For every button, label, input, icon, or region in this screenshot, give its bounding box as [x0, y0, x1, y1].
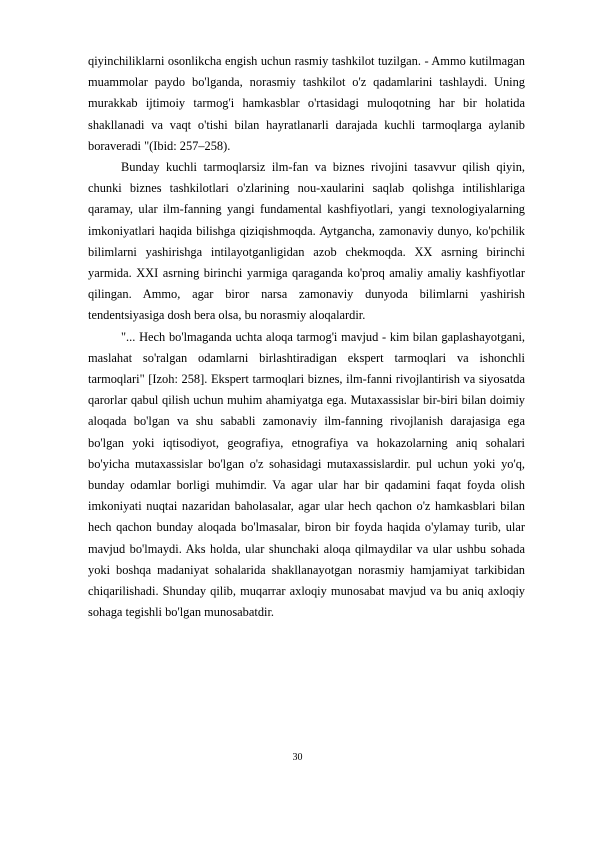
- page-number: 30: [292, 752, 303, 763]
- paragraph-3: "... Hech bo'lmaganda uchta aloqa tarmog'i mavjud - kim bilan gaplashayotgani, maslahat so'ralgan odamlarni birlashtiradigan ekspert tarmoqlari va ishonchli tarmoqlari" [Izoh: 258]. Ekspert tarmoqlari biznes, ilm-fanni rivojlantirish va siyosatda qarorlar qabul qilish uchun muhim ahamiyatga ega. Mutaxassislar bir-biri bilan doimiy aloqada bo'lgan va shu sababli zamonaviy ilm-fanning rivojlanish darajasiga ega bo'lgan yoki iqtisodiyot, geografiya, etnografiya va hokazolarning aniq sohalari bo'yicha mutaxassislar bo'lgan o'z sohasidagi mutaxassislardir. pul uchun yoki yo'q, bunday odamlar borligi muhimdir. Va agar ular har bir qadamini faqat foyda olish imkoniyati nuqtai nazaridan baholasalar, agar ular hech qachon o'z hamkasblari bilan hech qachon bunday aloqada bo'lmasalar, biron bir foyda haqida o'ylamay turib, ular mavjud bo'lmaydi. Aks holda, ular shunchaki aloqa qilmaydilar va ular ushbu sohada yoki boshqa madaniyat sohalarida shakllanayotgan norasmiy hamjamiyat tarkibidan chiqarilishadi. Shunday qilib, muqarrar axloqiy munosabat mavjud va bu aniq axloqiy sohaga tegishli bo'lgan munosabatdir.: [88, 329, 525, 620]
- body-text: [88, 51, 525, 623]
- paragraph-1: qiyinchiliklarni osonlikcha engish uchun rasmiy tashkilot tuzilgan. - Ammo kutilmagan muammolar paydo bo'lganda, norasmiy tashkilot o'z qadamlarini tashlaydi. Uning murakkab ijtimoiy tarmog'i hamkasblar o'rtasidagi muloqotning har bir holatida shakllanadi va vaqt o'tishi bilan hayratlanarli darajada kuchli tarmoqlarga aylanib boraveradi "(Ibid: 257–258).: [88, 54, 525, 153]
- paragraph-2: Bunday kuchli tarmoqlarsiz ilm-fan va biznes rivojini tasavvur qilish qiyin, chunki biznes tashkilotlari o'zlarining nou-xaularini saqlab qolishga intilishlariga qaramay, ular ilm-fanning yangi fundamental kashfiyotlari, yangi texnologiyalarning imkoniyatlari haqida bilishga qiziqishmoqda. Aytgancha, zamonaviy dunyo, ko'pchilik bilimlarni yashirishga intilayotganligidan azob chekmoqda. XX asrning birinchi yarmida. XXI asrning birinchi yarmiga qaraganda ko'proq amaliy amaliy kashfiyotlar qilingan. Ammo, agar biror narsa zamonaviy dunyoda bilimlarni yashirish tendentsiyasiga dosh bera olsa, bu norasmiy aloqalardir.: [88, 160, 525, 323]
